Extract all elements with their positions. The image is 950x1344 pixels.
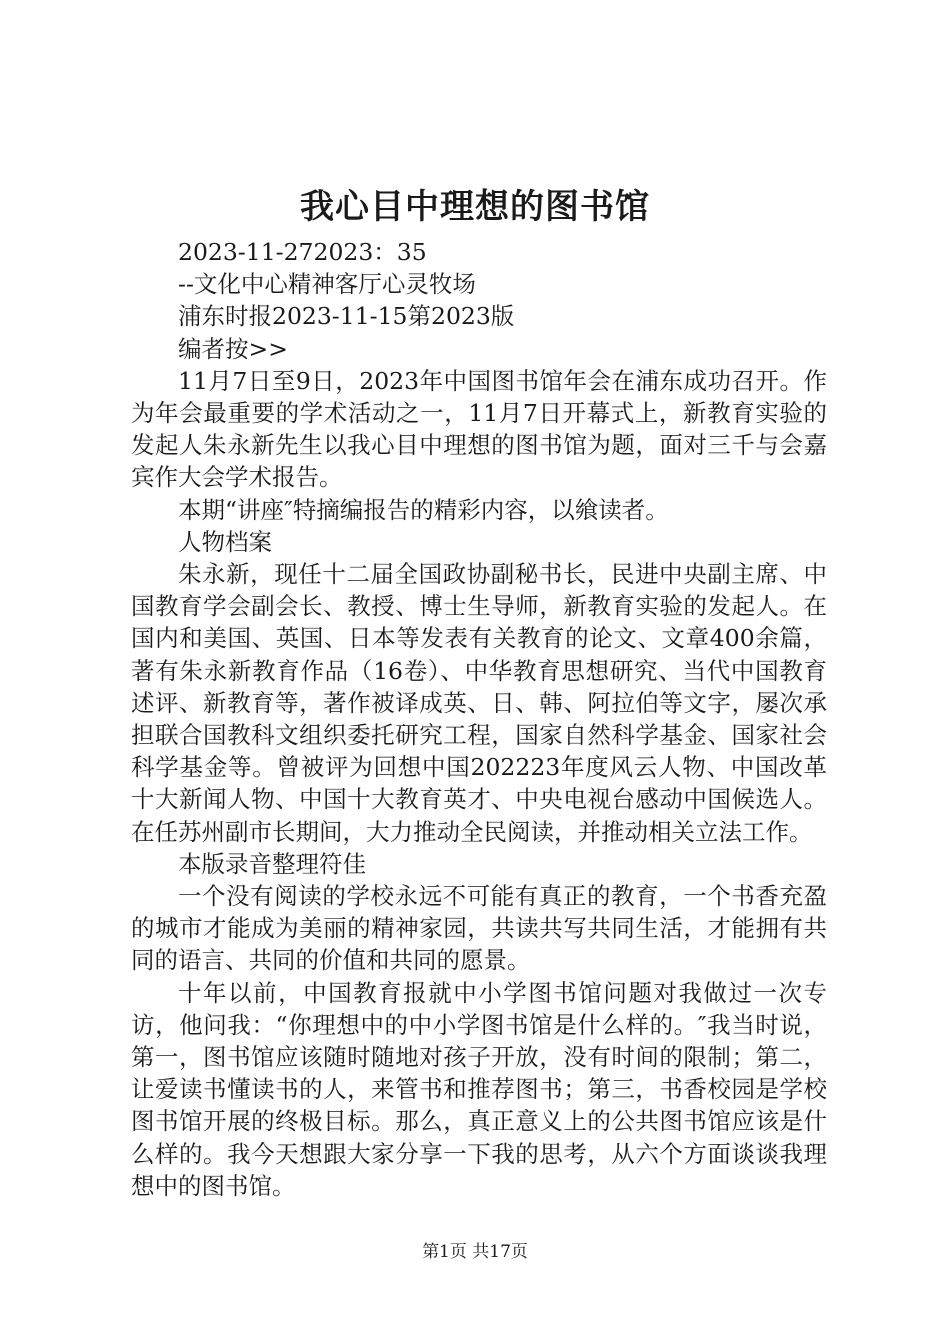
page-number-footer: 第1页 共17页	[422, 1242, 528, 1262]
editor-note-heading: 编者按>>	[178, 334, 288, 363]
document-body	[131, 236, 827, 1202]
subtitle-paragraph: --文化中心精神客厅心灵牧场	[178, 270, 476, 299]
document-title: 我心目中理想的图书馆	[300, 187, 650, 227]
dateline-paragraph: 2023-11-272023：35	[178, 238, 427, 266]
source-paragraph: 浦东时报2023-11-15第2023版	[178, 302, 515, 331]
body-paragraph: 11月7日至9日，2023年中国图书馆年会在浦东成功召开。作为年会最重要的学术活动之一，11月7日开幕式上，新教育实验的发起人朱永新先生以我心目中理想的图书馆为题，面对三千与会嘉宾作大会学术报告。	[131, 366, 827, 492]
profile-heading: 人物档案	[178, 527, 272, 556]
body-paragraph: 本期“讲座″特摘编报告的精彩内容，以飨读者。	[178, 495, 669, 524]
body-paragraph: 十年以前，中国教育报就中小学图书馆问题对我做过一次专访，他问我：“你理想中的中小学图书馆是什么样的。″我当时说，第一，图书馆应该随时随地对孩子开放，没有时间的限制；第二，让爱读书懂读书的人，来管书和推荐图书；第三，书香校园是学校图书馆开展的终极目标。那么，真正意义上的公共图书馆应该是什么样的。我今天想跟大家分享一下我的思考，从六个方面谈谈我理想中的图书馆。	[131, 978, 827, 1200]
body-paragraph: 一个没有阅读的学校永远不可能有真正的教育，一个书香充盈的城市才能成为美丽的精神家园，共读共写共同生活，才能拥有共同的语言、共同的价值和共同的愿景。	[131, 882, 827, 975]
body-paragraph: 朱永新，现任十二届全国政协副秘书长，民进中央副主席、中国教育学会副会长、教授、博士生导师，新教育实验的发起人。在国内和美国、英国、日本等发表有关教育的论文、文章400余篇，著有朱永新教育作品（16卷）、中华教育思想研究、当代中国教育述评、新教育等，著作被译成英、日、韩、阿拉伯等文字，屡次承担联合国教科文组织委托研究工程，国家自然科学基金、国家社会科学基金等。曾被评为回想中国202223年度风云人物、中国改革十大新闻人物、中国十大教育英才、中央电视台感动中国候选人。在任苏州副市长期间，大力推动全民阅读，并推动相关立法工作。	[131, 560, 827, 846]
credit-paragraph: 本版录音整理符佳	[178, 849, 366, 878]
